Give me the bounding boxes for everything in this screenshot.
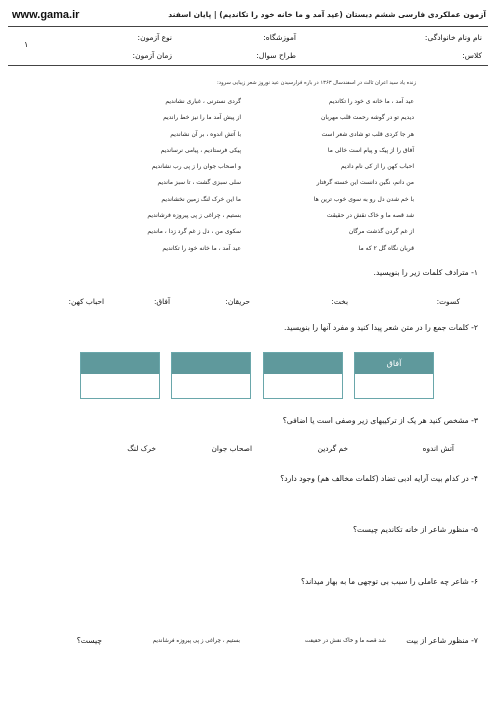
q1-word: کسوت: [436, 297, 460, 306]
verse: گردی نسترنی ، غباری نشاندیم [165, 98, 241, 105]
question-6: ۶- شاعر چه عاملی را سبب بی توجهی ما به بهار میداند؟ [301, 577, 478, 586]
verse: سلی سبزی گشت ، تا سبز ماندیم [157, 179, 241, 187]
verse: و اصحاب جوان را ز پی رب نشاندیم [151, 163, 241, 171]
answer-cell[interactable] [355, 374, 433, 398]
table-column [80, 352, 160, 399]
q3-word: خرک لنگ [127, 444, 156, 453]
verse: عید آمد ، ما خانه ی خود را تکاندیم [328, 98, 414, 105]
table-column [354, 352, 434, 399]
table-header-cell [81, 353, 159, 374]
q1-word: آفاق: [153, 297, 170, 306]
answer-cell[interactable] [264, 374, 342, 398]
site-logo-text[interactable]: www.gama.ir [12, 9, 80, 21]
time-label: زمان آزمون: [132, 51, 172, 60]
question-3: ۳- مشخص کنید هر یک از ترکیبهای زیر وصفی است یا اضافی؟ [282, 416, 478, 425]
verse: من دانم، نگین دانست این خسته گرفتار [316, 179, 414, 187]
name-label: نام ونام خانوادگی: [424, 33, 482, 42]
table-header-cell [172, 353, 250, 374]
q1-word: حریقان: [225, 297, 250, 306]
document-title: آزمون عملکردی فارسی ششم دبستان (عید آمد و ما خانه خود را تکاندیم) | پایان اسفند [168, 10, 486, 19]
q3-word: خم گردین [317, 444, 348, 453]
verse: هر جا کردی قلب تو شادی شعر است [321, 130, 414, 138]
table-header-cell: آفاق [355, 353, 433, 374]
q3-word: آتش اندوه [422, 444, 454, 453]
header-divider [8, 26, 488, 27]
table-column [263, 352, 343, 399]
verse: از غم گردن گذشت مرگان [348, 228, 414, 236]
verse: سکوی من ، دل ز غم گرد زدا ، ماندیم [147, 228, 241, 236]
answer-cell[interactable] [172, 374, 250, 398]
poem-right-column [264, 98, 414, 261]
answer-cell[interactable] [81, 374, 159, 398]
verse: با آتش اندوه ، بر آن نشاندیم [170, 130, 241, 138]
plural-table [80, 352, 434, 399]
q7-verse-a: شد قصه ما و خاک نقش در حقیقت [304, 638, 386, 644]
question-7: ۷- منظور شاعر از بیت [406, 636, 478, 645]
page-number: ۱ [24, 40, 29, 49]
verse: احباب کهن را از کی نام دادیم [340, 163, 414, 171]
question-2: ۲- کلمات جمع را در متن شعر پیدا کنید و مفرد آنها را بنویسید. [283, 323, 478, 332]
verse: پیکی فرستادیم ، پیامی نرساندیم [160, 146, 241, 154]
verse: با خم شدن دل رو به سوی خوب ترین ها [313, 195, 414, 203]
table-header-cell [264, 353, 342, 374]
header-bottom-divider [8, 65, 488, 66]
verse: دیدیم تو در گوشه رحمت قلب مهربان [320, 114, 414, 122]
question-1: ۱- مترادف کلمات زیر را بنویسید. [373, 268, 478, 277]
question-5: ۵- منظور شاعر از خانه تکاندیم چیست؟ [353, 525, 478, 534]
verse: قربان نگاه گل ۲ که ما [358, 244, 414, 252]
verse: آفاق را از پیک و پیام است خالی ما [327, 146, 414, 154]
verse: بستیم ، چراغی ز پی پیروزه فرشاندیم [147, 212, 241, 220]
class-label: کلاس: [462, 51, 482, 60]
question-4: ۴- در کدام بیت آرایه ادبی تضاد (کلمات مخالف هم) وجود دارد؟ [280, 474, 478, 483]
designer-label: طراح سوال: [256, 51, 296, 60]
q7-suffix: چیست؟ [76, 636, 102, 645]
q3-word: اصحاب جوان [211, 444, 252, 453]
verse: عید آمد ، ما خانه خود را تکاندیم [162, 244, 241, 252]
poem-left-column [91, 98, 241, 261]
q7-verse-b: بستیم ، چراغی ز پی پیروزه فرشاندیم [152, 638, 240, 644]
q1-word: بخت: [331, 297, 348, 306]
q1-word: احباب کهن: [68, 297, 104, 306]
verse: شد قصه ما و خاک نقش در حقیقت [326, 212, 414, 220]
school-label: آموزشگاه: [263, 33, 296, 42]
verse: ما این خرک لنگ زمین نخشاندیم [161, 195, 241, 203]
poem-intro: زنده یاد سید اعران ثالث در اسفندسال ۱۳۶۳ در باره فرارسیدن عید نوروز شعر زیبایی سرود: [217, 80, 416, 86]
exam-type-label: نوع آزمون: [137, 33, 172, 42]
verse: از پیش آمد ما را نیز خط راندیم [163, 114, 241, 122]
table-column [171, 352, 251, 399]
